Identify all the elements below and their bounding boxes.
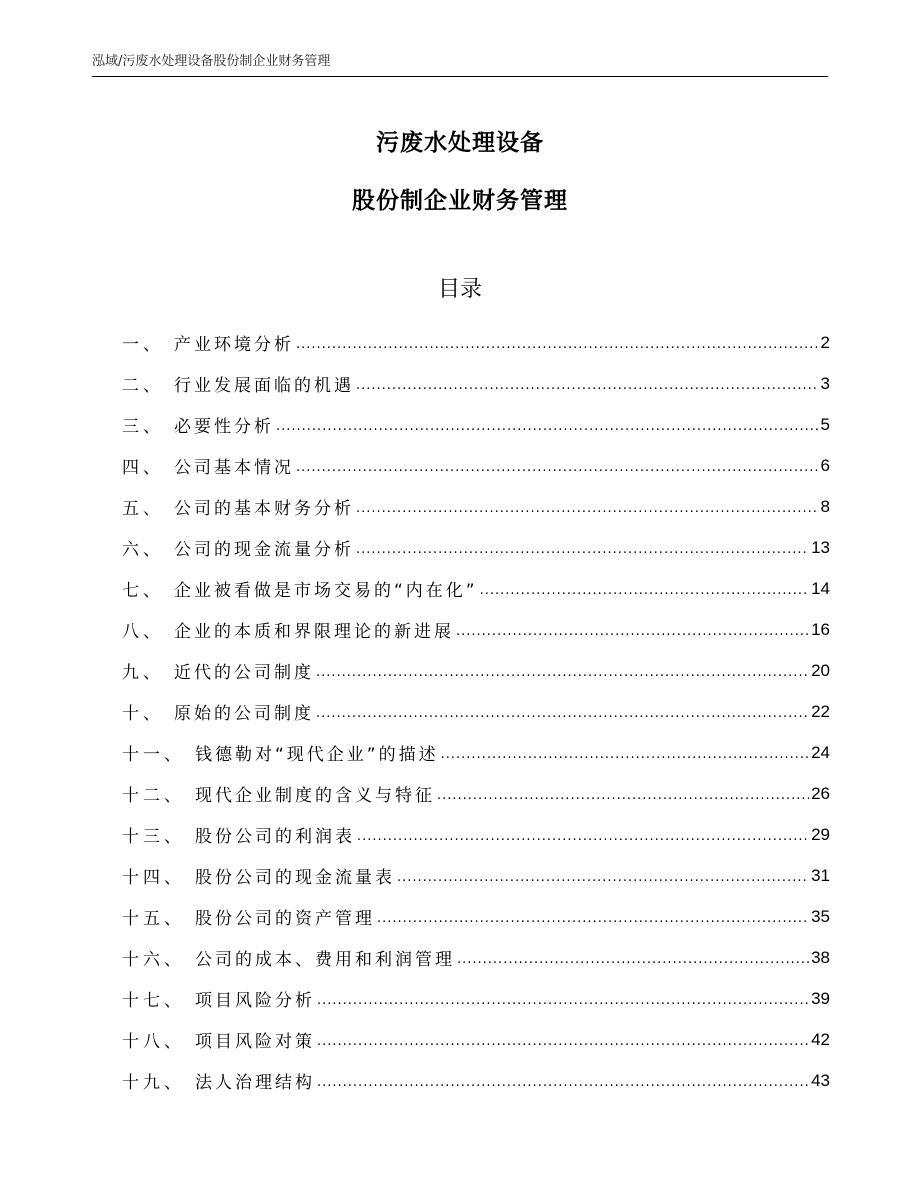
toc-entry-title: 股份公司的利润表 xyxy=(195,827,355,847)
toc-entry-title: 公司的成本、费用和利润管理 xyxy=(195,950,455,970)
toc-entry-separator: 、 xyxy=(143,417,160,437)
toc-entry-title: 企业被看做是市场交易的“内在化” xyxy=(174,581,478,601)
toc-entry-page: 29 xyxy=(811,824,830,844)
toc-entry-separator: 、 xyxy=(164,827,181,847)
toc-entry-number: 十三 xyxy=(122,827,164,847)
toc-entry-number: 七 xyxy=(122,581,143,601)
toc-entry-page: 13 xyxy=(811,537,830,557)
toc-entry-title: 公司的基本财务分析 xyxy=(174,499,354,519)
toc-entry-leader xyxy=(316,661,809,680)
toc-entry-page: 39 xyxy=(811,988,830,1008)
toc-entry-separator: 、 xyxy=(164,745,181,765)
toc-entry-leader xyxy=(316,702,809,721)
toc-entry-title: 产业环境分析 xyxy=(174,335,294,355)
toc-entry-number: 十四 xyxy=(122,868,164,888)
toc-entry-number: 五 xyxy=(122,499,143,519)
toc-entry-page: 5 xyxy=(820,414,830,434)
toc-entry-title: 现代企业制度的含义与特征 xyxy=(195,786,435,806)
toc-entry[interactable] xyxy=(122,1060,830,1101)
toc-entry-title: 公司基本情况 xyxy=(174,458,294,478)
toc-entry-number: 二 xyxy=(122,376,143,396)
toc-entry[interactable] xyxy=(122,568,830,609)
toc-entry-page: 16 xyxy=(811,619,830,639)
toc-entry-separator: 、 xyxy=(164,991,181,1011)
toc-entry-leader xyxy=(480,579,809,598)
toc-entry-leader xyxy=(356,497,819,516)
toc-entry-leader xyxy=(356,374,819,393)
toc-entry-leader xyxy=(397,866,809,885)
toc-entry[interactable] xyxy=(122,855,830,896)
toc-entry-page: 2 xyxy=(820,332,830,352)
toc-entry-separator: 、 xyxy=(143,663,160,683)
toc-entry-page: 31 xyxy=(811,865,830,885)
toc-entry-page: 42 xyxy=(811,1029,830,1049)
toc-entry-leader xyxy=(276,415,819,434)
toc-entry-title: 行业发展面临的机遇 xyxy=(174,376,354,396)
toc-entry-title: 近代的公司制度 xyxy=(174,663,314,683)
toc-entry-page: 24 xyxy=(811,742,830,762)
toc-entry-leader xyxy=(317,989,809,1008)
toc-entry-leader xyxy=(356,538,809,557)
toc-entry[interactable] xyxy=(122,486,830,527)
table-of-contents xyxy=(122,322,830,1101)
toc-entry-page: 20 xyxy=(811,660,830,680)
toc-entry[interactable] xyxy=(122,1019,830,1060)
toc-entry[interactable] xyxy=(122,445,830,486)
document-title-line-1: 污废水处理设备 xyxy=(376,130,544,156)
toc-entry-number: 十九 xyxy=(122,1073,164,1093)
toc-entry[interactable] xyxy=(122,773,830,814)
toc-entry-number: 九 xyxy=(122,663,143,683)
toc-entry[interactable] xyxy=(122,896,830,937)
toc-entry-page: 6 xyxy=(820,455,830,475)
toc-entry-separator: 、 xyxy=(164,868,181,888)
toc-entry[interactable] xyxy=(122,937,830,978)
toc-entry-leader xyxy=(357,825,809,844)
toc-entry-page: 26 xyxy=(811,783,830,803)
toc-entry-number: 十六 xyxy=(122,950,164,970)
toc-entry-title: 原始的公司制度 xyxy=(174,704,314,724)
toc-entry-leader xyxy=(317,1030,809,1049)
toc-entry-number: 三 xyxy=(122,417,143,437)
toc-entry-number: 十 xyxy=(122,704,143,724)
toc-entry-separator: 、 xyxy=(143,376,160,396)
toc-entry[interactable] xyxy=(122,363,830,404)
toc-entry-leader xyxy=(437,784,809,803)
toc-entry-number: 四 xyxy=(122,458,143,478)
toc-entry-separator: 、 xyxy=(143,458,160,478)
toc-entry-leader xyxy=(377,907,809,926)
toc-entry-title: 项目风险对策 xyxy=(195,1032,315,1052)
toc-entry-number: 六 xyxy=(122,540,143,560)
toc-entry-separator: 、 xyxy=(164,950,181,970)
toc-entry-leader xyxy=(317,1071,809,1090)
header-text: 泓域/污废水处理设备股份制企业财务管理 xyxy=(92,54,331,69)
toc-entry[interactable] xyxy=(122,322,830,363)
toc-entry-separator: 、 xyxy=(164,909,181,929)
toc-entry-title: 项目风险分析 xyxy=(195,991,315,1011)
toc-entry-title: 公司的现金流量分析 xyxy=(174,540,354,560)
toc-entry-number: 十二 xyxy=(122,786,164,806)
toc-entry-number: 十七 xyxy=(122,991,164,1011)
toc-entry-separator: 、 xyxy=(143,622,160,642)
toc-entry-leader xyxy=(456,620,809,639)
toc-entry-title: 股份公司的资产管理 xyxy=(195,909,375,929)
toc-entry[interactable] xyxy=(122,609,830,650)
toc-entry-separator: 、 xyxy=(143,581,160,601)
toc-entry-title: 法人治理结构 xyxy=(195,1073,315,1093)
toc-entry-separator: 、 xyxy=(143,335,160,355)
toc-heading: 目录 xyxy=(437,277,482,302)
toc-entry-page: 43 xyxy=(811,1070,830,1090)
toc-entry-title: 股份公司的现金流量表 xyxy=(195,868,395,888)
toc-entry-number: 八 xyxy=(122,622,143,642)
toc-entry-page: 35 xyxy=(811,906,830,926)
toc-entry-title: 必要性分析 xyxy=(174,417,274,437)
toc-entry-separator: 、 xyxy=(143,540,160,560)
toc-entry-number: 一 xyxy=(122,335,143,355)
toc-entry-page: 3 xyxy=(820,373,830,393)
toc-entry-separator: 、 xyxy=(164,1032,181,1052)
toc-entry-separator: 、 xyxy=(164,786,181,806)
toc-entry[interactable] xyxy=(122,732,830,773)
toc-entry-number: 十一 xyxy=(122,745,164,765)
toc-entry[interactable] xyxy=(122,527,830,568)
toc-entry-separator: 、 xyxy=(143,499,160,519)
toc-entry[interactable] xyxy=(122,691,830,732)
page-header xyxy=(92,52,828,77)
toc-entry-number: 十八 xyxy=(122,1032,164,1052)
toc-entry[interactable] xyxy=(122,814,830,855)
toc-entry-title: 钱德勒对“现代企业”的描述 xyxy=(195,745,439,765)
toc-entry[interactable] xyxy=(122,650,830,691)
toc-entry-number: 十五 xyxy=(122,909,164,929)
toc-entry-page: 8 xyxy=(820,496,830,516)
toc-entry-separator: 、 xyxy=(164,1073,181,1093)
toc-entry-title: 企业的本质和界限理论的新进展 xyxy=(174,622,454,642)
toc-entry[interactable] xyxy=(122,404,830,445)
toc-entry[interactable] xyxy=(122,978,830,1019)
toc-entry-leader xyxy=(296,333,819,352)
document-title-line-2: 股份制企业财务管理 xyxy=(352,188,568,214)
toc-entry-page: 22 xyxy=(811,701,830,721)
toc-entry-leader xyxy=(457,948,809,967)
toc-entry-page: 14 xyxy=(811,578,830,598)
toc-entry-leader xyxy=(441,743,809,762)
toc-entry-leader xyxy=(296,456,819,475)
toc-entry-page: 38 xyxy=(811,947,830,967)
toc-entry-separator: 、 xyxy=(143,704,160,724)
